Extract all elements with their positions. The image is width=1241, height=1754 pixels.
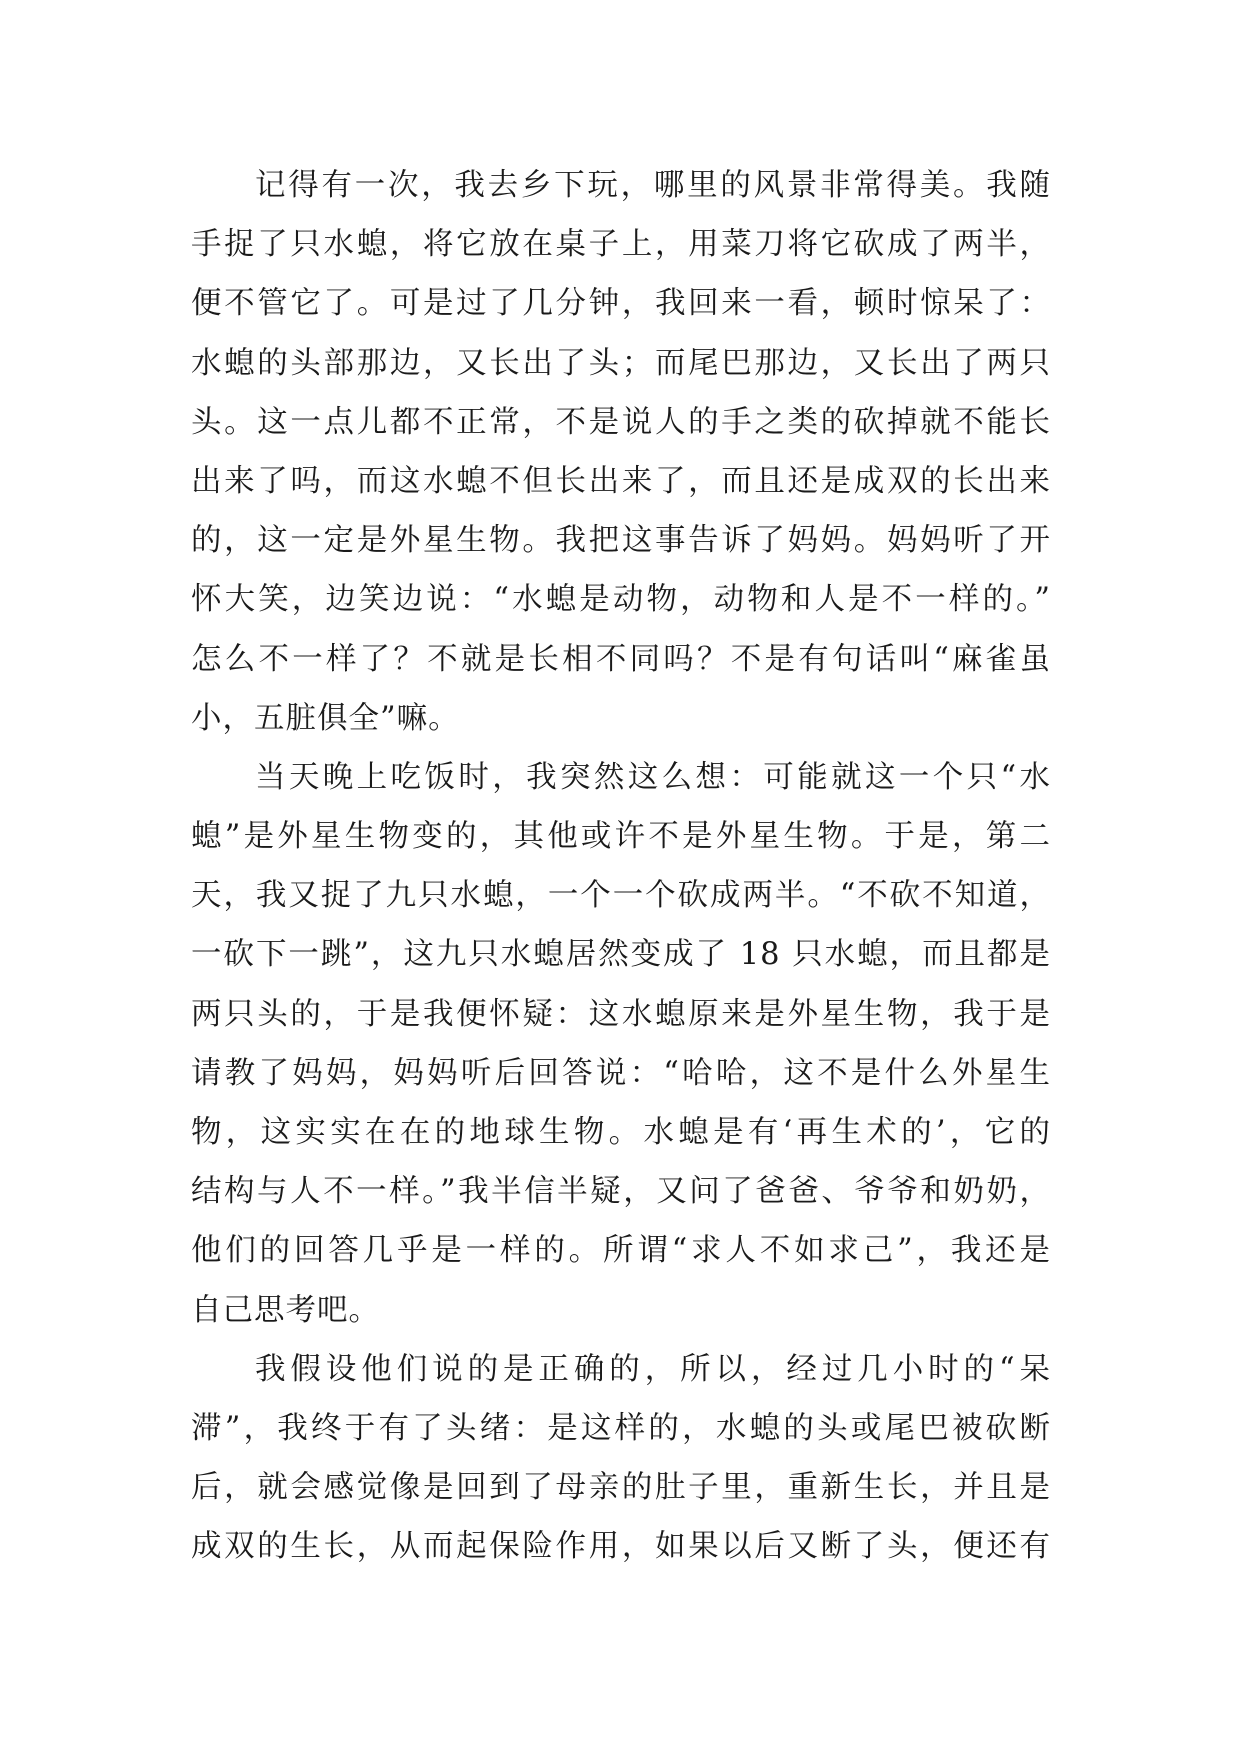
text-line: 天，我又捉了九只水螅，一个一个砍成两半。“不砍不知道， xyxy=(191,878,1051,914)
text-line: 物，这实实在在的地球生物。水螅是有‘再生术的’，它的 xyxy=(191,1115,1051,1150)
text-line: 当天晚上吃饭时，我突然这么想：可能就这一个只“水 xyxy=(255,759,1051,795)
text-line: 水螅的头部那边，又长出了头；而尾巴那边，又长出了两只 xyxy=(191,345,1051,381)
text-line: 请教了妈妈，妈妈听后回答说：“哈哈，这不是什么外星生 xyxy=(191,1055,1051,1091)
text-line: 后，就会感觉像是回到了母亲的肚子里，重新生长，并且是 xyxy=(191,1470,1051,1506)
text-line: 成双的生长，从而起保险作用，如果以后又断了头，便还有 xyxy=(191,1529,1051,1565)
text-line: 头。这一点儿都不正常，不是说人的手之类的砍掉就不能长 xyxy=(191,404,1051,440)
text-line: 的，这一定是外星生物。我把这事告诉了妈妈。妈妈听了开 xyxy=(191,523,1051,559)
text-line: 便不管它了。可是过了几分钟，我回来一看，顿时惊呆了： xyxy=(191,286,1051,322)
text-line: 滞”，我终于有了头绪：是这样的，水螅的头或尾巴被砍断 xyxy=(191,1410,1051,1446)
text-line: 自己思考吧。 xyxy=(191,1292,380,1328)
text-line: 怎么不一样了？不就是长相不同吗？不是有句话叫“麻雀虽 xyxy=(191,641,1051,677)
text-line: 我假设他们说的是正确的，所以，经过几小时的“呆 xyxy=(255,1351,1051,1387)
text-line: 两只头的，于是我便怀疑：这水螅原来是外星生物，我于是 xyxy=(191,996,1051,1032)
text-line: 记得有一次，我去乡下玩，哪里的风景非常得美。我随 xyxy=(255,168,1051,203)
text-line: 他们的回答几乎是一样的。所谓“求人不如求己”，我还是 xyxy=(191,1233,1051,1269)
text-line: 小，五脏俱全”嘛。 xyxy=(191,700,460,736)
text-line: 怀大笑，边笑边说：“水螅是动物，动物和人是不一样的。” xyxy=(191,582,1051,618)
text-line: 手捉了只水螅，将它放在桌子上，用菜刀将它砍成了两半， xyxy=(191,227,1051,263)
text-line: 一砍下一跳”，这九只水螅居然变成了 18 只水螅，而且都是 xyxy=(191,937,1051,973)
text-line: 出来了吗，而这水螅不但长出来了，而且还是成双的长出来 xyxy=(191,463,1051,499)
text-line: 结构与人不一样。”我半信半疑，又问了爸爸、爷爷和奶奶， xyxy=(191,1174,1051,1210)
text-line: 螅”是外星生物变的，其他或许不是外星生物。于是，第二 xyxy=(191,819,1051,855)
body-text xyxy=(191,156,1051,1577)
